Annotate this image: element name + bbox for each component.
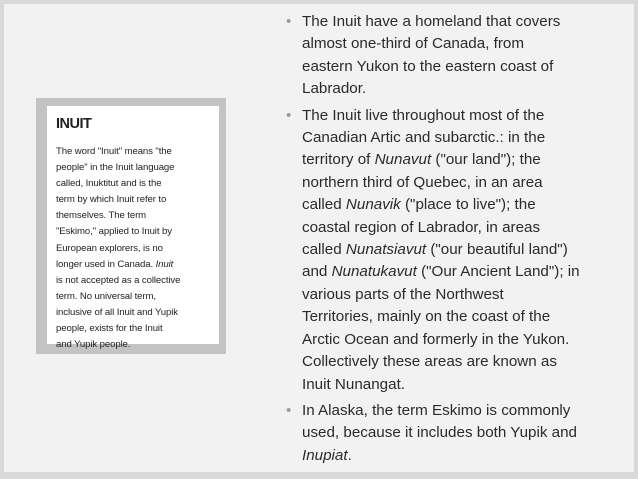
bullet-line: almost one-third of Canada, from xyxy=(302,35,525,53)
bullet-line: called Nunatsiavut ("our beautiful land") xyxy=(302,241,568,259)
bullet-list xyxy=(286,11,626,471)
card-line: people, exists for the Inuit xyxy=(56,323,163,335)
bullet-line: Collectively these areas are known as xyxy=(302,353,557,371)
bullet-line: coastal region of Labrador, in areas xyxy=(302,218,541,236)
card-line: and Yupik people. xyxy=(56,339,131,351)
bullet-line: used, because it includes both Yupik and xyxy=(302,424,577,442)
card-line: is not accepted as a collective xyxy=(56,274,181,286)
bullet-line: • The Inuit live throughout most of the xyxy=(302,106,545,124)
bullet-line: Inuit Nunangat. xyxy=(302,375,406,393)
inuit-definition-card xyxy=(47,106,219,351)
card-line: term by which Inuit refer to xyxy=(56,194,167,206)
card-body xyxy=(56,144,211,353)
bullet-line: northern third of Quebec, in an area xyxy=(302,173,543,191)
card-line: inclusive of all Inuit and Yupik xyxy=(56,306,178,318)
bullet-line: Arctic Ocean and formerly in the Yukon. xyxy=(302,330,570,348)
card-line: themselves. The term xyxy=(56,210,147,222)
card-line: "Eskimo," applied to Inuit by xyxy=(56,226,172,238)
bullet-item xyxy=(286,105,626,396)
bullet-line: Canadian Artic and subarctic.: in the xyxy=(302,129,546,147)
bullet-line: Labrador. xyxy=(302,80,367,98)
bullet-line: • The Inuit have a homeland that covers xyxy=(302,13,561,30)
card-line: called, Inuktitut and is the xyxy=(56,178,162,190)
card-line: European explorers, is no xyxy=(56,242,163,254)
bullet-item xyxy=(286,11,626,101)
card-line: people" in the Inuit language xyxy=(56,162,175,174)
card-title: INUIT xyxy=(56,116,92,132)
card-line: term. No universal term, xyxy=(56,290,156,302)
card-line: longer used in Canada. Inuit xyxy=(56,258,174,270)
bullet-line: various parts of the Northwest xyxy=(302,285,504,303)
bullet-line: • In Alaska, the term Eskimo is commonly xyxy=(302,401,571,419)
card-line: The word "Inuit" means "the xyxy=(56,146,172,157)
bullet-line: Territories, mainly on the coast of the xyxy=(302,308,551,326)
bullet-line: and Nunatukavut ("Our Ancient Land"); in xyxy=(302,263,580,281)
bullet-line: called Nunavik ("place to live"); the xyxy=(302,196,536,214)
bullet-item xyxy=(286,400,626,467)
bullet-line: territory of Nunavut ("our land"); the xyxy=(302,151,541,169)
bullet-line: eastern Yukon to the eastern coast of xyxy=(302,57,554,75)
bullet-line: Inupiat. xyxy=(302,446,352,464)
